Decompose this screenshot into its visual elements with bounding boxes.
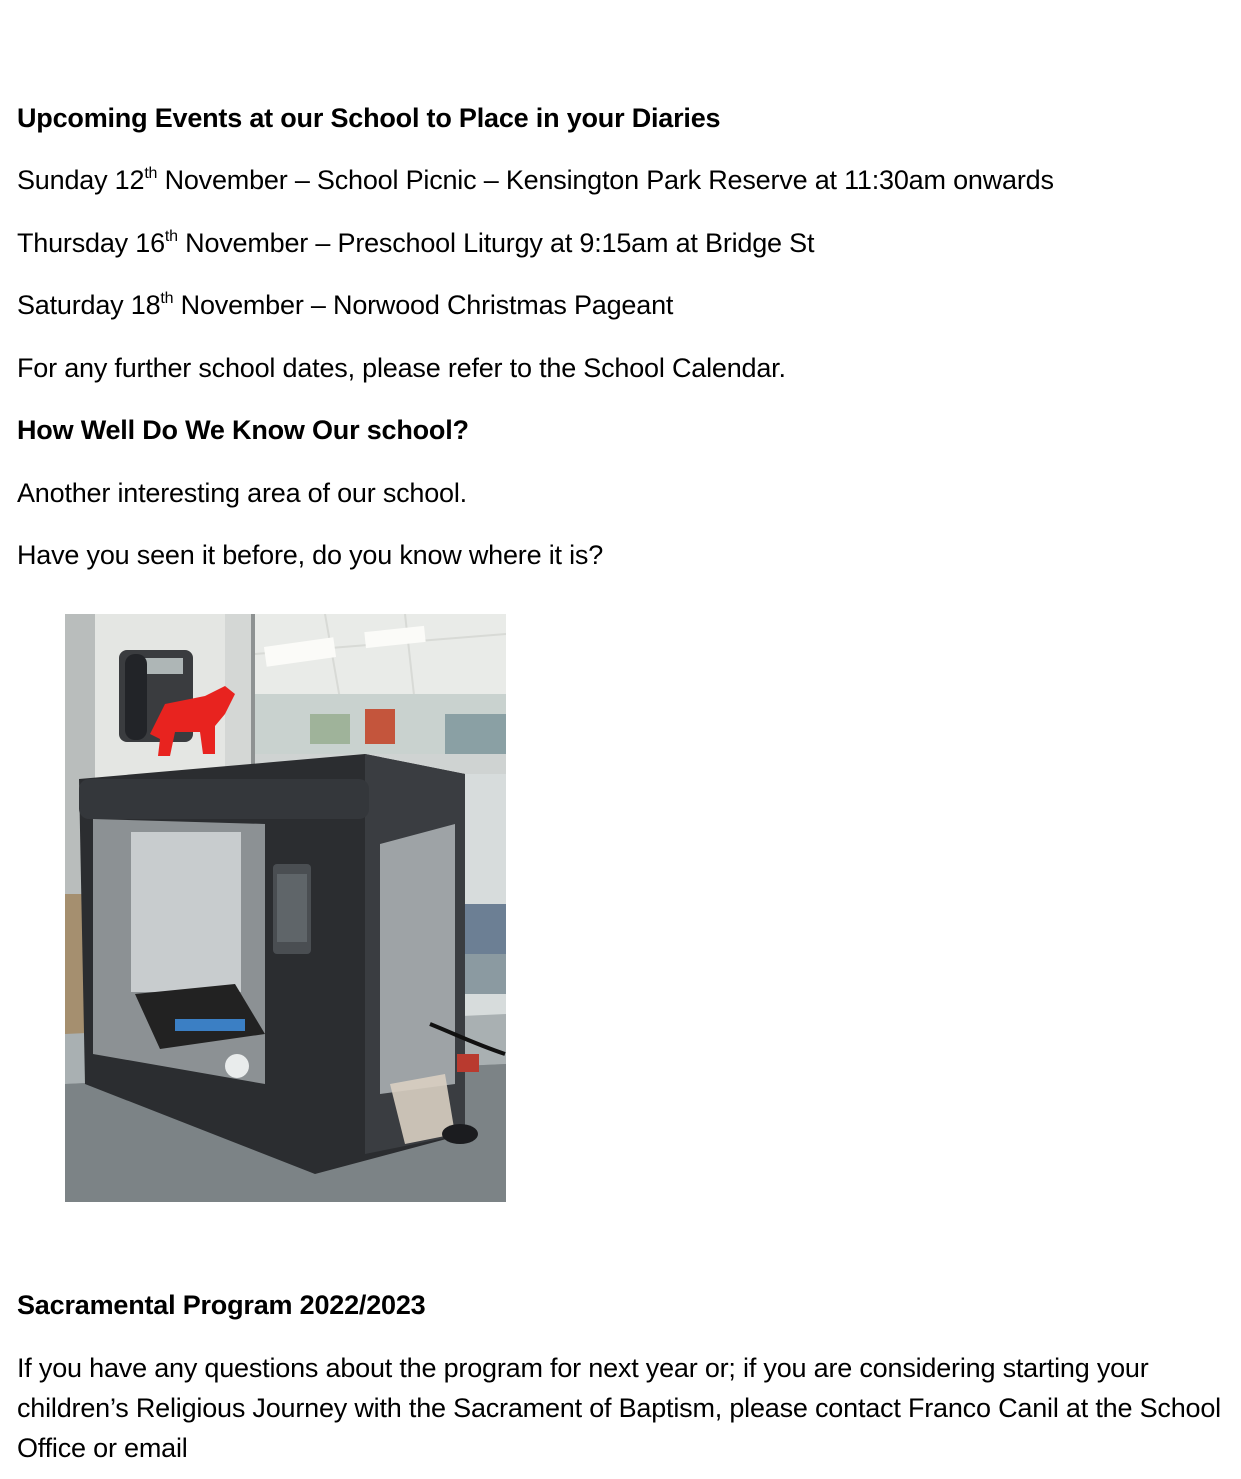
printer-photo	[65, 614, 506, 1202]
event-details: November – School Picnic – Kensington Park Reserve at 11:30am onwards	[157, 165, 1054, 195]
event-day-suffix: th	[160, 290, 174, 307]
event-day: Sunday 12	[17, 165, 145, 195]
event-details: November – Norwood Christmas Pageant	[173, 290, 674, 320]
event-details: November – Preschool Liturgy at 9:15am at Bridge St	[177, 228, 815, 258]
event-day: Saturday 18	[17, 290, 161, 320]
event-day: Thursday 16	[17, 228, 165, 258]
sacramental-heading: Sacramental Program 2022/2023	[17, 1290, 426, 1320]
event-item-pageant	[17, 288, 673, 322]
event-day-suffix: th	[164, 228, 178, 245]
know-school-line-2: Have you seen it before, do you know where it is?	[17, 540, 604, 570]
know-school-line-1: Another interesting area of our school.	[17, 478, 467, 508]
events-note: For any further school dates, please refer to the School Calendar.	[17, 353, 786, 383]
sacramental-body: If you have any questions about the program for next year or; if you are considering starting your children’s Religious Journey with the Sacrament of Baptism, please contact Franco Canil at the School Office or email	[17, 1353, 1221, 1463]
events-heading: Upcoming Events at our School to Place in your Diaries	[17, 103, 721, 133]
event-item-liturgy	[17, 226, 814, 260]
event-day-suffix: th	[144, 165, 158, 182]
know-school-heading: How Well Do We Know Our school?	[17, 415, 469, 445]
event-item-picnic	[17, 163, 1054, 197]
